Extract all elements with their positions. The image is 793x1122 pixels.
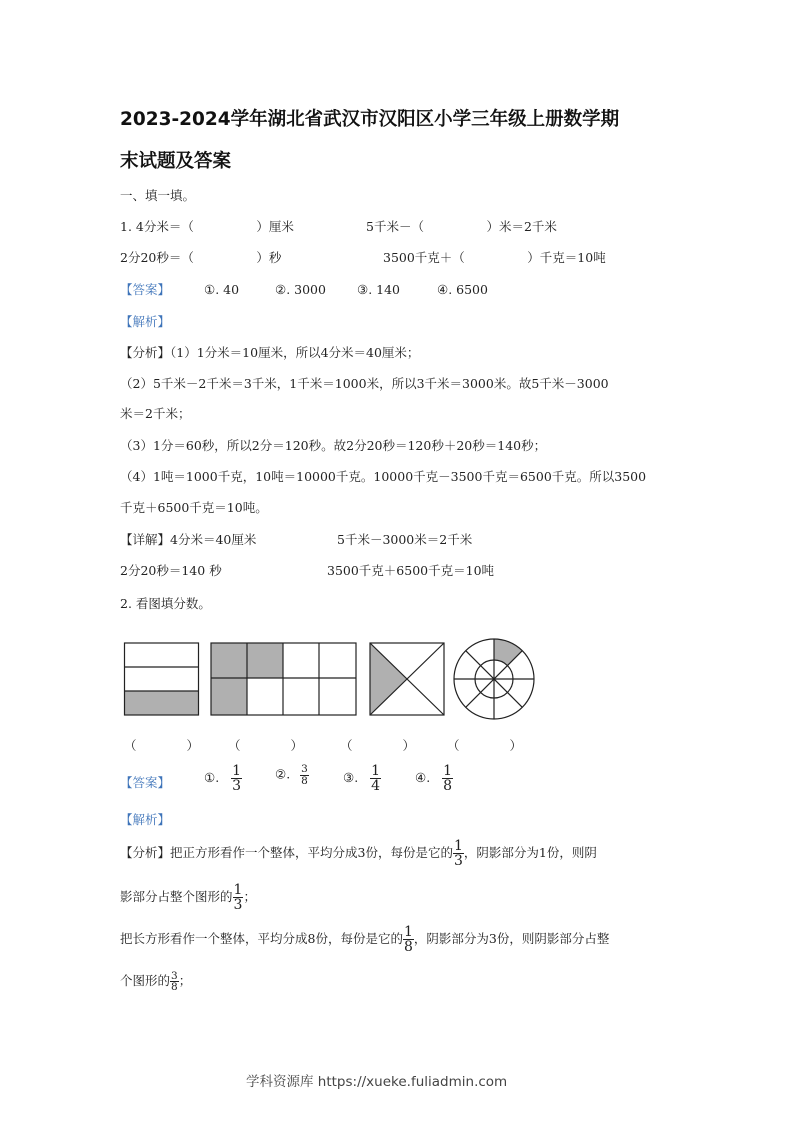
fraction-blank: （ ）	[228, 738, 304, 753]
answer-label: ③.	[343, 770, 359, 785]
fraction: $\frac{1}{3}$	[232, 763, 242, 794]
fraction-blank: （ ）	[447, 738, 523, 753]
q2-heading: 2. 看图填分数。	[120, 596, 211, 611]
q2-analysis-line: 个图形的 $\frac{3}{8}$ ；	[120, 969, 192, 993]
q1-row2-right: 3500千克＋（ ）千克＝10吨	[383, 250, 606, 265]
answer-fraction	[275, 764, 309, 786]
analysis-line: （4）1吨＝1000千克，10吨＝10000千克。10000千克－3500千克＝6500千克。所以3500	[120, 469, 647, 484]
fraction-blank: （ ）	[340, 738, 416, 753]
q1-row1-right: 5千米－（ ）米＝2千米	[366, 219, 557, 234]
answer-label: ①.	[204, 770, 220, 785]
fraction: $\frac{1}{3}$	[233, 882, 243, 913]
figure-quarters-diagonal	[370, 643, 444, 715]
detail-text: 4分米＝40厘米	[170, 532, 257, 547]
answer-fraction	[343, 764, 381, 793]
analysis-line: 米＝2千米；	[120, 406, 191, 421]
document-title-line1: 2023-2024学年湖北省武汉市汉阳区小学三年级上册数学期	[120, 109, 620, 130]
answer-item: ③. 140	[357, 282, 401, 297]
detail-line	[120, 532, 256, 548]
fraction: $\frac{3}{8}$	[301, 763, 308, 787]
q2-analysis-line: 【分析】把正方形看作一个整体，平均分成3份，每份是它的 $\frac{1}{3}$ ，阴影部分为1份，则阴	[120, 838, 597, 869]
answer-label: ②.	[275, 766, 291, 782]
analysis-tag: 【解析】	[120, 314, 171, 329]
section-heading: 一、填一填。	[120, 188, 196, 203]
fraction-figures	[118, 636, 548, 722]
analysis-line: 千克＋6500千克＝10吨。	[120, 500, 268, 515]
answer-item: ②. 3000	[275, 282, 326, 297]
fraction: $\frac{1}{8}$	[443, 763, 453, 794]
detail-line: 3500千克＋6500千克＝10吨	[327, 563, 495, 578]
answer-item: ④. 6500	[437, 282, 488, 297]
answer-fraction	[415, 764, 453, 793]
analysis-line: （3）1分＝60秒，所以2分＝120秒。故2分20秒＝120秒＋20秒＝140秒；	[120, 438, 547, 453]
q2-analysis-line: 影部分占整个图形的 $\frac{1}{3}$ ；	[120, 882, 256, 913]
fraction: $\frac{1}{8}$	[403, 924, 413, 955]
answer-tag: 【答案】	[120, 282, 171, 297]
figure-eighths-grid	[211, 643, 356, 715]
analysis-line	[120, 345, 419, 361]
q1-row1-left: 1. 4分米＝（ ）厘米	[120, 219, 294, 234]
footer-source: 学科资源库 https://xueke.fuliadmin.com	[246, 1074, 508, 1090]
answer-label: ④.	[415, 770, 431, 785]
figure-eighths-circle	[454, 639, 534, 719]
analysis-line: （2）5千米－2千米＝3千米，1千米＝1000米，所以3千米＝3000米。故5千米－3000	[120, 376, 609, 391]
document-title-line2: 末试题及答案	[120, 151, 232, 172]
analysis-tag: 【解析】	[120, 812, 171, 827]
answer-item: ①. 40	[204, 282, 240, 297]
fenxi-tag: 【分析】	[120, 345, 171, 360]
fraction-blank: （ ）	[124, 738, 200, 753]
fenxi-tag: 【分析】	[120, 845, 171, 860]
figure-thirds	[125, 643, 199, 715]
analysis-text: （1）1分米＝10厘米，所以4分米＝40厘米；	[170, 345, 420, 360]
fraction: $\frac{3}{8}$	[171, 969, 178, 993]
q1-row2-left: 2分20秒＝（ ）秒	[120, 250, 282, 265]
answer-tag: 【答案】	[120, 775, 171, 790]
answer-fraction	[204, 764, 242, 793]
q2-analysis-line: 把长方形看作一个整体，平均分成8份，每份是它的 $\frac{1}{8}$ ，阴影部分为3份，则阴影部分占整	[120, 924, 610, 955]
fraction: $\frac{1}{3}$	[453, 838, 463, 869]
fraction: $\frac{1}{4}$	[371, 763, 381, 794]
detail-tag: 【详解】	[120, 532, 171, 547]
detail-line: 5千米－3000米＝2千米	[337, 532, 473, 547]
detail-line: 2分20秒＝140 秒	[120, 563, 222, 578]
